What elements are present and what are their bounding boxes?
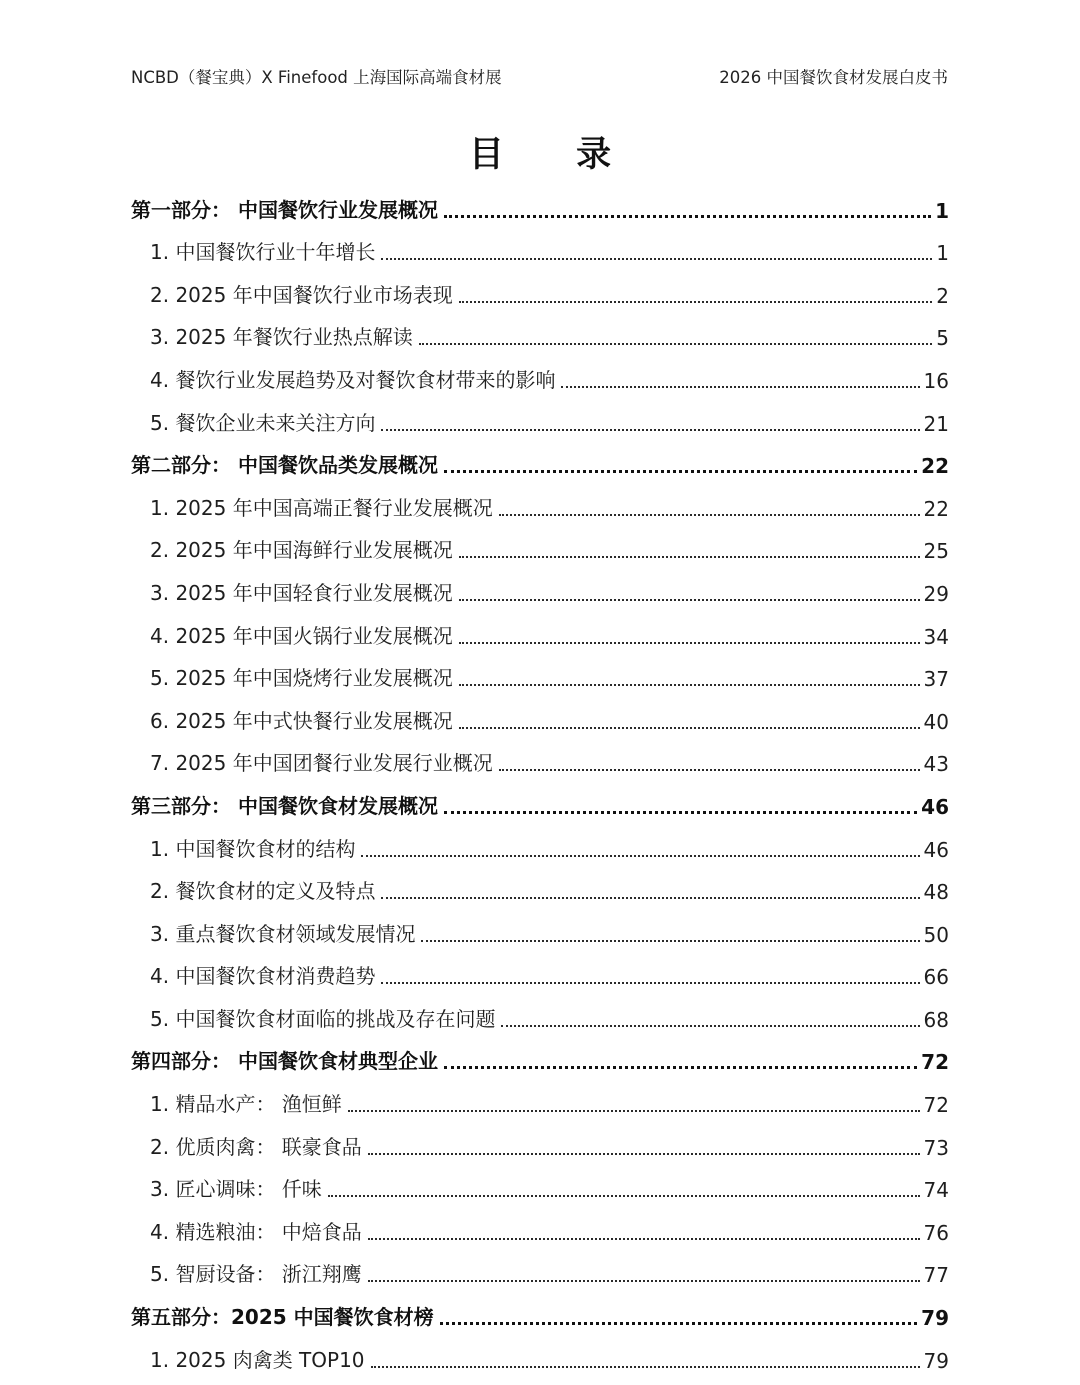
toc-entry[interactable]	[131, 998, 949, 1041]
dot-leader	[561, 386, 919, 388]
toc-page-number: 79	[923, 1348, 949, 1373]
dot-leader	[459, 684, 920, 686]
toc-entry[interactable]	[131, 743, 949, 786]
dot-leader	[444, 811, 917, 814]
toc-entry-label: 2. 2025 年中国海鲜行业发展概况	[150, 538, 453, 563]
toc-entry[interactable]	[131, 274, 949, 317]
toc-entry-label: 3. 重点餐饮食材领域发展情况	[150, 921, 416, 946]
dot-leader	[381, 258, 932, 260]
toc-entry[interactable]	[131, 658, 949, 701]
header-right-text: 2026 中国餐饮食材发展白皮书	[719, 68, 948, 87]
toc-entry[interactable]	[131, 572, 949, 615]
toc-page-number: 79	[921, 1306, 949, 1331]
dot-leader	[499, 514, 920, 516]
dot-leader	[371, 1366, 920, 1368]
table-of-contents	[131, 189, 949, 1382]
dot-leader	[459, 556, 920, 558]
toc-entry-label: 第二部分： 中国餐饮品类发展概况	[131, 453, 438, 478]
toc-entry-label: 1. 中国餐饮食材的结构	[150, 836, 356, 861]
dot-leader	[381, 982, 919, 984]
dot-leader	[419, 343, 933, 345]
toc-entry-label: 第四部分： 中国餐饮食材典型企业	[131, 1049, 438, 1074]
toc-page-number: 43	[923, 752, 949, 777]
toc-entry[interactable]	[131, 828, 949, 871]
toc-entry-label: 2. 优质肉禽： 联豪食品	[150, 1134, 362, 1159]
toc-entry-label: 第一部分： 中国餐饮行业发展概况	[131, 197, 438, 222]
dot-leader	[368, 1153, 920, 1155]
toc-part-heading[interactable]	[131, 1296, 949, 1339]
page-header	[131, 64, 948, 90]
toc-entry[interactable]	[131, 871, 949, 914]
toc-entry-label: 第五部分：2025 中国餐饮食材榜	[131, 1305, 434, 1330]
toc-entry-label: 3. 2025 年中国轻食行业发展概况	[150, 580, 453, 605]
toc-entry-label: 2. 餐饮食材的定义及特点	[150, 879, 376, 904]
toc-entry[interactable]	[131, 530, 949, 573]
toc-entry[interactable]	[131, 1083, 949, 1126]
toc-part-heading[interactable]	[131, 1041, 949, 1084]
toc-page-number: 68	[923, 1007, 949, 1032]
toc-page-number: 5	[936, 326, 949, 351]
dot-leader	[381, 897, 919, 899]
toc-entry[interactable]	[131, 232, 949, 275]
dot-leader	[459, 301, 933, 303]
toc-page-number: 37	[923, 667, 949, 692]
dot-leader	[381, 429, 919, 431]
toc-entry-label: 5. 餐饮企业未来关注方向	[150, 410, 376, 435]
toc-page-number: 2	[936, 283, 949, 308]
toc-page-number: 1	[935, 198, 949, 223]
toc-entry-label: 1. 精品水产： 渔恒鲜	[150, 1092, 342, 1117]
toc-entry[interactable]	[131, 1126, 949, 1169]
toc-part-heading[interactable]	[131, 785, 949, 828]
header-left-text: NCBD（餐宝典）X Finefood 上海国际高端食材展	[131, 68, 502, 87]
dot-leader	[459, 727, 920, 729]
toc-page-number: 22	[923, 496, 949, 521]
dot-leader	[459, 599, 920, 601]
toc-entry-label: 1. 2025 肉禽类 TOP10	[150, 1347, 365, 1372]
toc-page-number: 66	[923, 965, 949, 990]
dot-leader	[348, 1110, 920, 1112]
toc-page-number: 21	[923, 411, 949, 436]
toc-entry[interactable]	[131, 359, 949, 402]
dot-leader	[361, 855, 919, 857]
toc-entry-label: 3. 匠心调味： 仟味	[150, 1177, 322, 1202]
toc-page-number: 29	[923, 581, 949, 606]
dot-leader	[444, 215, 931, 218]
toc-entry[interactable]	[131, 1169, 949, 1212]
dot-leader	[440, 1322, 918, 1325]
toc-page-number: 50	[923, 922, 949, 947]
dot-leader	[459, 642, 920, 644]
toc-entry-label: 4. 餐饮行业发展趋势及对餐饮食材带来的影响	[150, 367, 556, 392]
toc-page-number: 48	[923, 880, 949, 905]
toc-entry-label: 4. 中国餐饮食材消费趋势	[150, 964, 376, 989]
toc-page-number: 72	[921, 1050, 949, 1075]
toc-entry[interactable]	[131, 1254, 949, 1297]
toc-page-number: 40	[923, 709, 949, 734]
dot-leader	[368, 1238, 920, 1240]
toc-page-number: 74	[923, 1178, 949, 1203]
toc-entry-label: 第三部分： 中国餐饮食材发展概况	[131, 793, 438, 818]
toc-entry-label: 5. 中国餐饮食材面临的挑战及存在问题	[150, 1006, 496, 1031]
toc-part-heading[interactable]	[131, 189, 949, 232]
toc-entry-label: 4. 2025 年中国火锅行业发展概况	[150, 623, 453, 648]
toc-page-number: 76	[923, 1220, 949, 1245]
toc-entry[interactable]	[131, 700, 949, 743]
dot-leader	[444, 470, 917, 473]
dot-leader	[499, 769, 920, 771]
toc-entry-label: 1. 2025 年中国高端正餐行业发展概况	[150, 495, 493, 520]
toc-page-number: 46	[923, 837, 949, 862]
toc-entry-label: 7. 2025 年中国团餐行业发展行业概况	[150, 751, 493, 776]
toc-page-number: 1	[936, 241, 949, 266]
toc-page-number: 16	[923, 368, 949, 393]
toc-page-number: 25	[923, 539, 949, 564]
toc-entry[interactable]	[131, 615, 949, 658]
toc-entry[interactable]	[131, 1339, 949, 1382]
toc-entry-label: 6. 2025 年中式快餐行业发展概况	[150, 708, 453, 733]
toc-entry-label: 5. 智厨设备： 浙江翔鹰	[150, 1262, 362, 1287]
toc-entry-label: 1. 中国餐饮行业十年增长	[150, 240, 376, 265]
dot-leader	[368, 1280, 920, 1282]
toc-page-number: 72	[923, 1093, 949, 1118]
toc-page-number: 22	[921, 454, 949, 479]
toc-part-heading[interactable]	[131, 445, 949, 488]
dot-leader	[444, 1066, 917, 1069]
dot-leader	[421, 940, 919, 942]
toc-page-number: 34	[923, 624, 949, 649]
toc-entry-label: 5. 2025 年中国烧烤行业发展概况	[150, 666, 453, 691]
dot-leader	[501, 1025, 919, 1027]
toc-entry-label: 2. 2025 年中国餐饮行业市场表现	[150, 282, 453, 307]
toc-entry[interactable]	[131, 1211, 949, 1254]
toc-entry[interactable]	[131, 402, 949, 445]
toc-entry[interactable]	[131, 487, 949, 530]
toc-entry[interactable]	[131, 913, 949, 956]
toc-entry-label: 4. 精选粮油： 中焙食品	[150, 1219, 362, 1244]
toc-title: 目 录	[468, 135, 642, 175]
toc-entry-label: 3. 2025 年餐饮行业热点解读	[150, 325, 413, 350]
toc-entry[interactable]	[131, 956, 949, 999]
toc-page-number: 46	[921, 794, 949, 819]
toc-page-number: 73	[923, 1135, 949, 1160]
dot-leader	[328, 1195, 920, 1197]
toc-entry[interactable]	[131, 317, 949, 360]
toc-page-number: 77	[923, 1263, 949, 1288]
